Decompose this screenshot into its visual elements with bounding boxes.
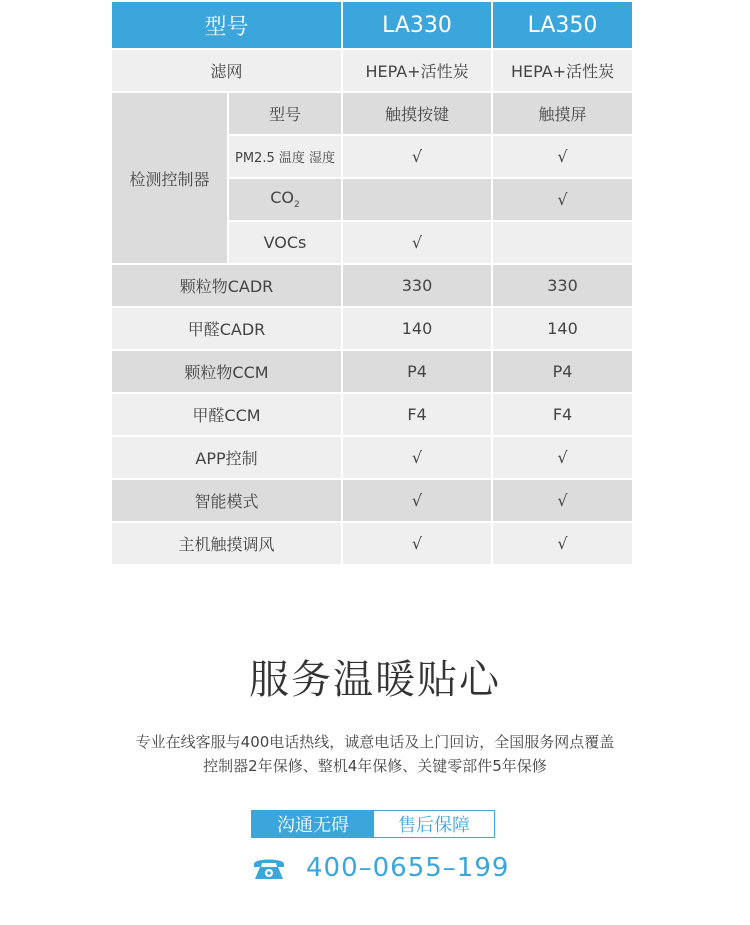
table-row [111,49,633,92]
table-row [111,264,633,307]
phone-number[interactable]: 400–0655–199 [306,853,510,883]
service-line-1: 专业在线客服与400电话热线，诚意电话及上门回访，全国服务网点覆盖 [135,733,615,751]
hotline [252,850,509,886]
row-value: √ [492,436,633,479]
row-label: 智能模式 [111,479,342,522]
row-label: 颗粒物CADR [111,264,342,307]
telephone-icon [252,855,286,881]
table-header-row [111,1,633,49]
co2-main: CO [270,188,295,208]
service-line-2: 控制器2年保修、整机4年保修、关键零部件5年保修 [203,757,547,775]
service-description [0,730,750,778]
table-row [111,307,633,350]
row-value: √ [492,479,633,522]
row-value: HEPA+活性炭 [492,49,633,92]
row-value: F4 [342,393,492,436]
table-row [111,393,633,436]
row-value: 140 [342,307,492,350]
row-value: 触摸屏 [492,92,633,135]
row-label-co2 [228,178,342,221]
row-label: PM2.5 温度 湿度 [228,135,342,178]
row-label: 主机触摸调风 [111,522,342,565]
co2-sub: 2 [294,200,300,211]
row-value: HEPA+活性炭 [342,49,492,92]
detector-group-label: 检测控制器 [111,92,228,264]
row-value: P4 [342,350,492,393]
row-value: 330 [492,264,633,307]
row-value: √ [342,436,492,479]
table-row [111,92,633,135]
service-title: 服务温暖贴心 [249,657,501,703]
table-row [111,479,633,522]
row-value: √ [342,522,492,565]
row-label: 甲醛CADR [111,307,342,350]
row-label: 型号 [228,92,342,135]
row-value: 触摸按键 [342,92,492,135]
row-value: √ [492,178,633,221]
table-row [111,436,633,479]
table-row [111,522,633,565]
row-label: VOCs [228,221,342,264]
row-label: 甲醛CCM [111,393,342,436]
row-label: APP控制 [111,436,342,479]
row-value: √ [492,522,633,565]
row-value [342,178,492,221]
row-value: √ [342,221,492,264]
row-value: √ [342,135,492,178]
row-value: F4 [492,393,633,436]
row-value: √ [492,135,633,178]
badge-after-sales: 售后保障 [374,811,494,837]
row-value: √ [342,479,492,522]
row-value: P4 [492,350,633,393]
service-badges [251,810,495,838]
row-value: 140 [492,307,633,350]
header-model-label: 型号 [111,1,342,49]
header-la350: LA350 [492,1,633,49]
spec-table [110,0,634,566]
row-value: 330 [342,264,492,307]
row-label: 滤网 [111,49,342,92]
table-row [111,350,633,393]
badge-communication: 沟通无碍 [252,811,374,837]
row-label: 颗粒物CCM [111,350,342,393]
header-la330: LA330 [342,1,492,49]
row-value [492,221,633,264]
